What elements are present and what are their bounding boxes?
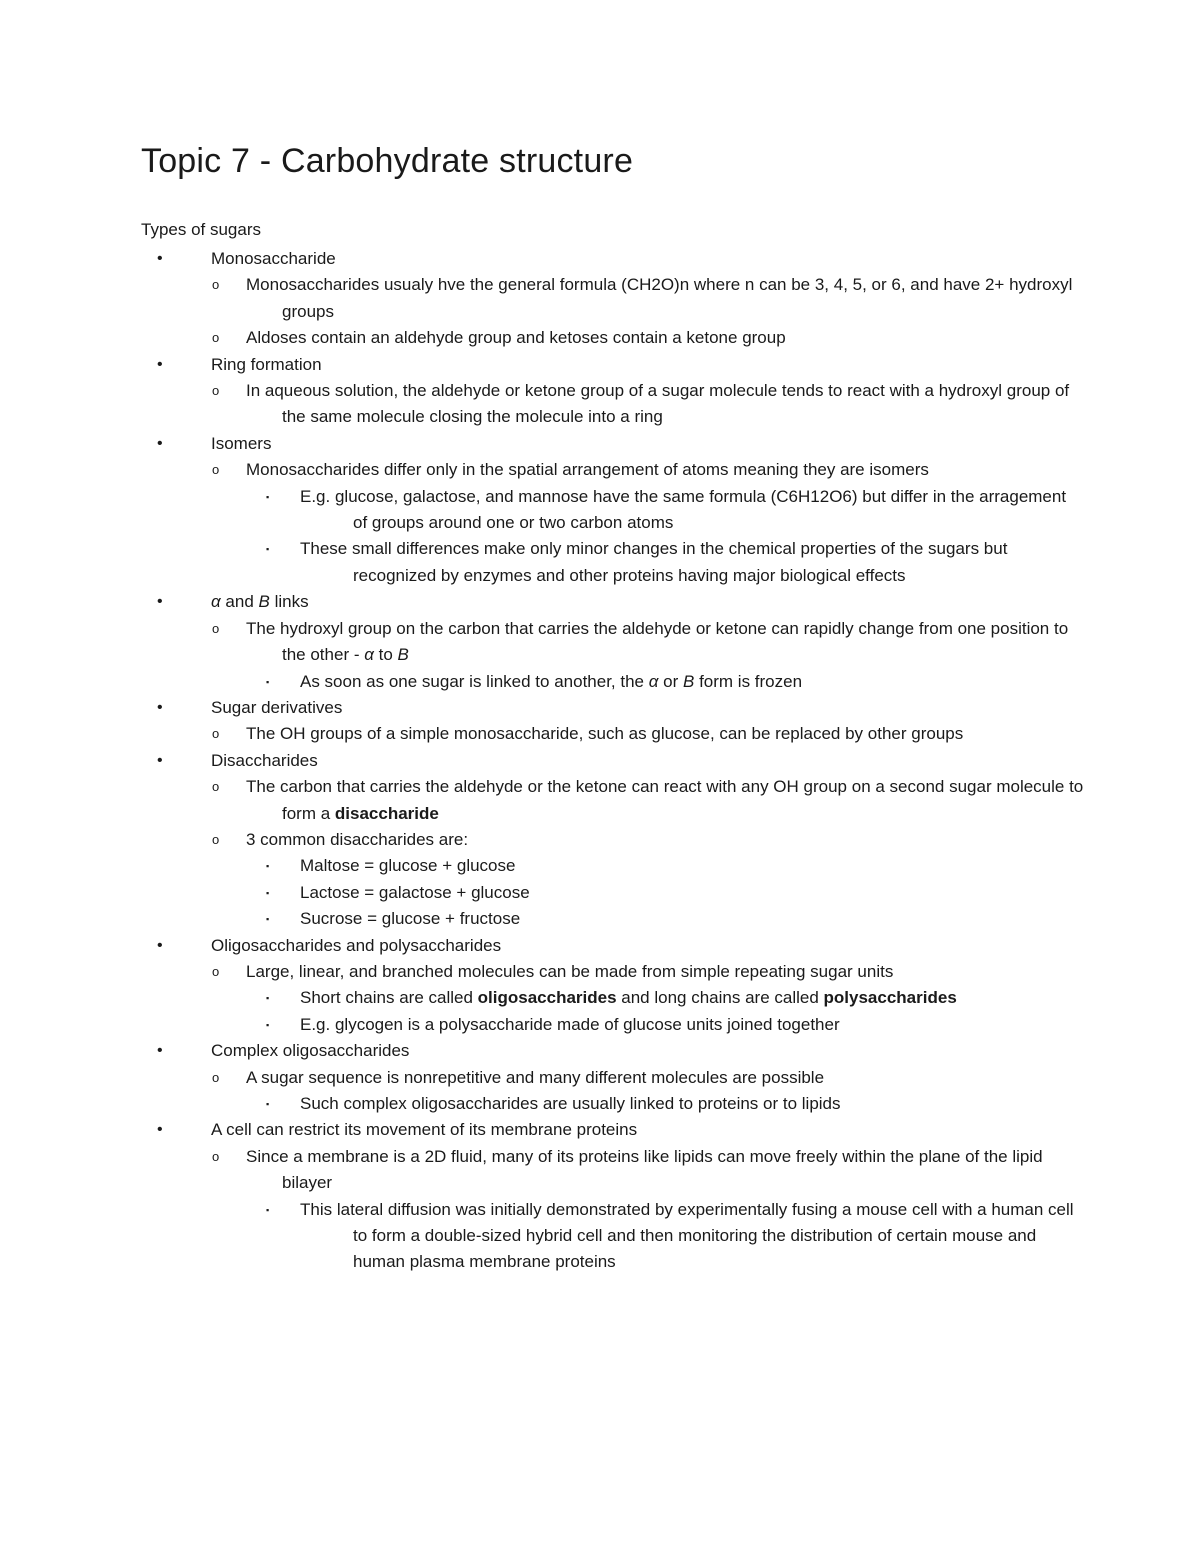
list-item — [0, 325, 1092, 351]
list-item — [0, 1144, 1092, 1197]
list-item — [0, 774, 1092, 827]
list-item — [0, 827, 1092, 853]
bullet-circle-icon: o — [212, 620, 220, 636]
alpha-symbol: α — [364, 645, 374, 665]
alpha-symbol: α — [648, 671, 659, 691]
list-item — [0, 1038, 1071, 1064]
item-text: The carbon that carries the aldehyde or the ketone can react with any OH group on a second sugar molecule to form a — [246, 777, 1084, 823]
item-text: This lateral diffusion was initially demonstrated by experimentally fusing a mouse cell with a human cell to form a double-sized hybrid cell and then monitoring the distribution of certain mouse and human plasma membrane proteins — [300, 1199, 1074, 1272]
bullet-circle-icon: o — [212, 831, 220, 847]
beta-symbol: B — [683, 671, 695, 691]
list-item — [0, 959, 1092, 985]
bold-term: polysaccharides — [823, 988, 957, 1008]
item-text: Oligosaccharides and polysaccharides — [211, 935, 502, 955]
item-text: Sucrose = glucose + fructose — [300, 909, 521, 929]
item-text: These small differences make only minor changes in the chemical properties of the sugars but recognized by enzymes and other proteins having major biological effects — [300, 539, 1008, 585]
bullet-disc-icon: • — [157, 1042, 163, 1060]
list-item — [0, 906, 1083, 932]
item-text: Monosaccharides differ only in the spatial arrangement of atoms meaning they are isomers — [246, 460, 929, 480]
bullet-square-icon: ▪ — [266, 1204, 270, 1215]
item-text: As soon as one sugar is linked to another, the — [300, 671, 649, 691]
bullet-square-icon: ▪ — [266, 1019, 270, 1030]
bullet-circle-icon: o — [212, 330, 220, 346]
item-text: Monosaccharide — [211, 249, 336, 268]
item-text: links — [269, 592, 309, 612]
bullet-circle-icon: o — [212, 726, 220, 742]
bullet-square-icon: ▪ — [266, 544, 270, 555]
list-item — [0, 1117, 1071, 1143]
item-text: and long chains are called — [616, 988, 824, 1008]
bullet-square-icon: ▪ — [266, 861, 270, 872]
list-item — [0, 457, 1092, 483]
list-item — [0, 669, 1083, 695]
list-item — [0, 378, 1092, 431]
item-text: Monosaccharides usualy hve the general formula (CH2O)n where n can be 3, 4, 5, or 6, and have 2+ hydroxyl groups — [246, 275, 1073, 321]
item-text: form is frozen — [694, 671, 803, 691]
bullet-disc-icon: • — [157, 434, 163, 452]
bullet-circle-icon: o — [212, 383, 220, 399]
item-text: 3 common disaccharides are: — [246, 829, 469, 849]
list-item — [0, 721, 1092, 747]
list-item — [0, 272, 1092, 325]
list-item — [0, 1197, 1083, 1276]
item-text: Since a membrane is a 2D fluid, many of its proteins like lipids can move freely within the plane of the lipid bilayer — [246, 1146, 1043, 1193]
bullet-disc-icon: • — [157, 1121, 163, 1139]
list-item — [0, 484, 1083, 537]
item-text: A cell can restrict its movement of its membrane proteins — [211, 1120, 638, 1140]
list-item — [0, 431, 1071, 457]
bullet-square-icon: ▪ — [266, 887, 270, 898]
item-text: Maltose = glucose + glucose — [300, 856, 516, 876]
bullet-circle-icon: o — [212, 277, 220, 293]
list-item — [0, 933, 1071, 959]
notes-outline — [0, 246, 1200, 1276]
list-item — [0, 985, 1083, 1011]
list-item — [0, 352, 1071, 378]
list-item — [0, 695, 1071, 721]
item-text: Short chains are called — [300, 988, 478, 1008]
bullet-square-icon: ▪ — [266, 676, 270, 687]
item-text: to — [373, 645, 398, 665]
item-text: Lactose = galactose + glucose — [300, 882, 530, 902]
item-text: and — [220, 592, 259, 612]
item-text: Large, linear, and branched molecules can be made from simple repeating sugar units — [246, 961, 894, 981]
bold-term: disaccharide — [334, 803, 439, 823]
item-text: E.g. glycogen is a polysaccharide made of glucose units joined together — [300, 1014, 840, 1034]
item-text: Such complex oligosaccharides are usually linked to proteins or to lipids — [300, 1094, 841, 1113]
section-heading: Types of sugars — [141, 220, 262, 239]
list-item — [0, 748, 1071, 774]
bullet-disc-icon: • — [157, 355, 163, 373]
list-item — [0, 616, 1092, 669]
bullet-disc-icon: • — [157, 250, 163, 267]
item-text: The hydroxyl group on the carbon that carries the aldehyde or ketone can rapidly change from one position to the other - — [246, 618, 1069, 665]
bullet-circle-icon: o — [212, 462, 220, 478]
bullet-square-icon: ▪ — [266, 1099, 270, 1109]
item-text: Sugar derivatives — [211, 697, 343, 717]
list-item — [0, 589, 1071, 615]
bullet-disc-icon: • — [157, 936, 163, 954]
item-text: The OH groups of a simple monosaccharide, such as glucose, can be replaced by other groups — [246, 724, 964, 744]
bullet-circle-icon: o — [212, 1069, 220, 1085]
bullet-circle-icon: o — [212, 963, 220, 979]
list-item — [0, 880, 1083, 906]
item-text: Ring formation — [211, 354, 322, 374]
list-item — [0, 246, 1071, 272]
item-text: In aqueous solution, the aldehyde or ketone group of a sugar molecule tends to react with a hydroxyl group of the same molecule closing the molecule into a ring — [246, 381, 1070, 427]
list-item — [0, 1065, 1092, 1091]
item-text: Isomers — [211, 433, 272, 453]
page-title: Topic 7 - Carbohydrate structure — [141, 142, 634, 180]
item-text: Complex oligosaccharides — [211, 1041, 410, 1061]
list-item — [0, 1012, 1083, 1038]
list-item — [0, 536, 1083, 589]
item-text: A sugar sequence is nonrepetitive and many different molecules are possible — [246, 1067, 825, 1087]
item-text: or — [658, 671, 683, 691]
bullet-square-icon: ▪ — [266, 993, 270, 1004]
item-text: Disaccharides — [211, 750, 318, 770]
beta-symbol: B — [397, 645, 409, 665]
bold-term: oligosaccharides — [477, 988, 617, 1008]
beta-symbol: B — [258, 592, 270, 612]
bullet-disc-icon: • — [157, 751, 163, 769]
bullet-circle-icon: o — [212, 779, 220, 795]
bullet-square-icon: ▪ — [266, 491, 270, 502]
bullet-square-icon: ▪ — [266, 914, 270, 925]
item-text: E.g. glucose, galactose, and mannose have the same formula (C6H12O6) but differ in the arragement of groups around one or two carbon atoms — [300, 486, 1067, 533]
alpha-symbol: α — [211, 592, 221, 612]
item-text: Aldoses contain an aldehyde group and ketoses contain a ketone group — [246, 328, 786, 348]
bullet-disc-icon: • — [157, 593, 163, 611]
bullet-disc-icon: • — [157, 698, 163, 716]
bullet-circle-icon: o — [212, 1148, 220, 1164]
list-item — [0, 853, 1083, 879]
list-item — [0, 1091, 1083, 1117]
